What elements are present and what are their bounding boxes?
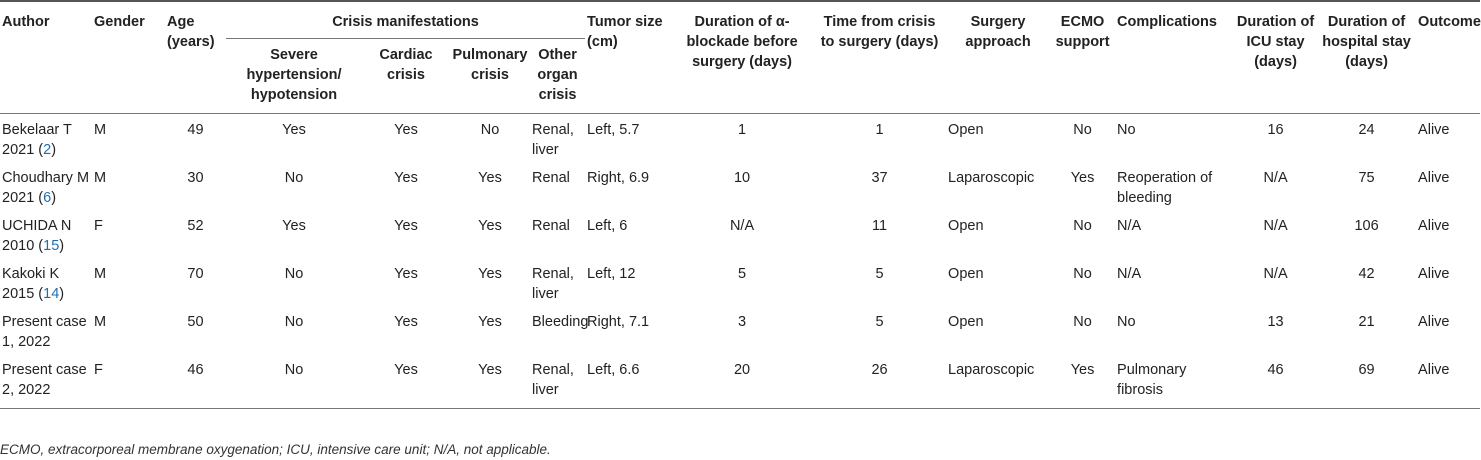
cell-author: Bekelaar T 2021 (2)	[2, 122, 72, 158]
cell-hospital: 42	[1358, 266, 1375, 282]
cell-time: 5	[875, 266, 884, 282]
header-crisis-group: Crisis manifestations	[226, 1, 585, 39]
header-author: Author	[0, 1, 92, 114]
cell-time: 26	[813, 354, 946, 409]
cell-hospital: 69	[1317, 354, 1416, 409]
cell-tumor: Right, 6.9	[587, 170, 650, 186]
cell-other: Renal, liver	[530, 354, 585, 409]
table-row	[0, 114, 1480, 163]
cell-approach: Open	[948, 314, 984, 330]
cell-tumor: Left, 5.7	[587, 122, 640, 138]
header-approach: Surgery approach	[946, 1, 1050, 114]
cell-pulmonary: Yes	[450, 354, 530, 409]
table-row	[0, 210, 1480, 258]
cell-gender: M	[94, 122, 107, 138]
cell-author	[0, 306, 92, 354]
cell-gender: M	[94, 170, 107, 186]
cell-age: 30	[187, 170, 204, 186]
cell-blockade: 10	[733, 170, 751, 186]
cell-outcome: Alive	[1418, 122, 1450, 138]
cell-cardiac: Yes	[394, 170, 418, 186]
cell-pulmonary: Yes	[478, 170, 502, 186]
author-name: Present case 2, 2022	[2, 362, 87, 398]
table-body	[0, 114, 1480, 409]
cell-hyper: No	[226, 354, 362, 409]
cell-hyper: No	[284, 170, 304, 186]
cell-ecmo: Yes	[1070, 170, 1095, 186]
author-name: Present case 1, 2022	[2, 314, 87, 350]
cell-icu: 46	[1234, 354, 1317, 409]
header-ecmo: ECMO support	[1050, 1, 1115, 114]
reference-link[interactable]: 2	[43, 142, 52, 158]
cell-approach: Open	[948, 122, 984, 138]
cell-icu: N/A	[1263, 266, 1288, 282]
cell-blockade: 1	[738, 122, 747, 138]
header-hypertension: Severe hypertension/ hypotension	[226, 39, 362, 114]
cell-cardiac: Yes	[394, 314, 418, 330]
cell-pulmonary: No	[480, 122, 500, 138]
header-cardiac: Cardiac crisis	[362, 39, 450, 114]
cell-approach: Open	[948, 266, 984, 282]
cell-cardiac: Yes	[394, 218, 418, 234]
cell-complications: No	[1117, 122, 1136, 138]
cell-gender: M	[94, 266, 107, 282]
header-icu: Duration of ICU stay (days)	[1234, 1, 1317, 114]
reference-link[interactable]: 15	[43, 238, 60, 254]
cell-icu: N/A	[1263, 170, 1288, 186]
header-outcome: Outcome	[1416, 1, 1480, 114]
header-blockade: Duration of α-blockade before surgery (days)	[671, 1, 813, 114]
cell-ecmo: No	[1073, 122, 1092, 138]
cell-ecmo: No	[1073, 218, 1092, 234]
header-tumor: Tumor size (cm)	[585, 1, 671, 114]
cell-ecmo: No	[1073, 314, 1092, 330]
cell-age: 70	[187, 266, 204, 282]
author-name: Kakoki K 2015	[2, 266, 60, 302]
author-name: UCHIDA N 2010	[2, 218, 72, 254]
author-name: Choudhary M 2021	[2, 170, 90, 206]
cell-gender: F	[94, 218, 103, 234]
cell-outcome: Alive	[1418, 218, 1450, 234]
cell-tumor: Left, 12	[587, 266, 636, 282]
cell-author: Kakoki K 2015 (14)	[2, 266, 65, 302]
cell-blockade: 5	[738, 266, 747, 282]
cell-blockade: 20	[671, 354, 813, 409]
cell-cardiac: Yes	[394, 122, 418, 138]
cell-time: 37	[871, 170, 888, 186]
cell-other: Bleeding	[532, 314, 589, 330]
table-row	[0, 306, 1480, 354]
cell-hospital: 24	[1358, 122, 1375, 138]
cell-cardiac: Yes	[394, 266, 418, 282]
cell-author	[0, 354, 92, 409]
cell-age: 50	[187, 314, 204, 330]
cell-ecmo: Yes	[1050, 354, 1115, 409]
cell-time: 5	[875, 314, 884, 330]
cell-hyper: Yes	[282, 122, 306, 138]
cell-age: 46	[165, 354, 226, 409]
cell-hospital: 106	[1354, 218, 1379, 234]
cell-hyper: No	[284, 314, 304, 330]
table-row	[0, 354, 1480, 409]
cell-time: 1	[875, 122, 884, 138]
cell-hospital: 21	[1358, 314, 1375, 330]
table-row	[0, 162, 1480, 210]
cell-complications: N/A	[1117, 218, 1142, 234]
table-footnote: ECMO, extracorporeal membrane oxygenation; ICU, intensive care unit; N/A, not applicable.	[0, 442, 551, 457]
cell-approach: Laparoscopic	[946, 354, 1050, 409]
cell-outcome: Alive	[1416, 354, 1480, 409]
cell-hyper: No	[284, 266, 304, 282]
cell-gender: F	[92, 354, 165, 409]
header-other-organ: Other organ crisis	[530, 39, 585, 114]
cell-icu: N/A	[1263, 218, 1288, 234]
cell-complications: Pulmonary fibrosis	[1115, 354, 1234, 409]
cell-complications: N/A	[1117, 266, 1142, 282]
cell-age: 49	[187, 122, 204, 138]
cell-outcome: Alive	[1418, 266, 1450, 282]
cell-outcome: Alive	[1418, 170, 1450, 186]
cell-other: Renal, liver	[532, 122, 574, 158]
cell-tumor: Right, 7.1	[587, 314, 650, 330]
cell-approach: Laparoscopic	[948, 170, 1035, 186]
cell-pulmonary: Yes	[478, 218, 502, 234]
cell-complications: Reoperation of bleeding	[1117, 170, 1213, 206]
cell-other: Renal	[532, 170, 570, 186]
cell-cardiac: Yes	[362, 354, 450, 409]
header-hospital: Duration of hospital stay (days)	[1317, 1, 1416, 114]
author-name: Bekelaar T 2021	[2, 122, 72, 158]
cell-other: Renal, liver	[532, 266, 574, 302]
table-row	[0, 258, 1480, 306]
cell-outcome: Alive	[1418, 314, 1450, 330]
cell-gender: M	[94, 314, 107, 330]
cell-other: Renal	[532, 218, 570, 234]
cell-hospital: 75	[1358, 170, 1375, 186]
cell-blockade: 3	[738, 314, 747, 330]
header-age: Age (years)	[165, 1, 226, 114]
cell-icu: 16	[1267, 122, 1284, 138]
cell-hyper: Yes	[282, 218, 306, 234]
cell-icu: 13	[1267, 314, 1284, 330]
cell-complications: No	[1117, 314, 1136, 330]
header-gender: Gender	[92, 1, 165, 114]
header-time-crisis: Time from crisis to surgery (days)	[813, 1, 946, 114]
cell-tumor: Left, 6.6	[585, 354, 671, 409]
cell-time: 11	[872, 218, 888, 234]
cell-author: Choudhary M 2021 (6)	[2, 170, 90, 206]
cell-author: UCHIDA N 2010 (15)	[2, 218, 72, 254]
reference-link[interactable]: 6	[43, 190, 52, 206]
cell-pulmonary: Yes	[478, 266, 502, 282]
cell-approach: Open	[948, 218, 984, 234]
table-header	[0, 1, 1480, 114]
reference-link[interactable]: 14	[43, 286, 60, 302]
cell-age: 52	[187, 218, 204, 234]
header-complications: Complications	[1115, 1, 1234, 114]
cell-blockade: N/A	[729, 218, 755, 234]
header-pulmonary: Pulmonary crisis	[450, 39, 530, 114]
cell-tumor: Left, 6	[587, 218, 628, 234]
cell-ecmo: No	[1073, 266, 1092, 282]
cell-pulmonary: Yes	[478, 314, 502, 330]
